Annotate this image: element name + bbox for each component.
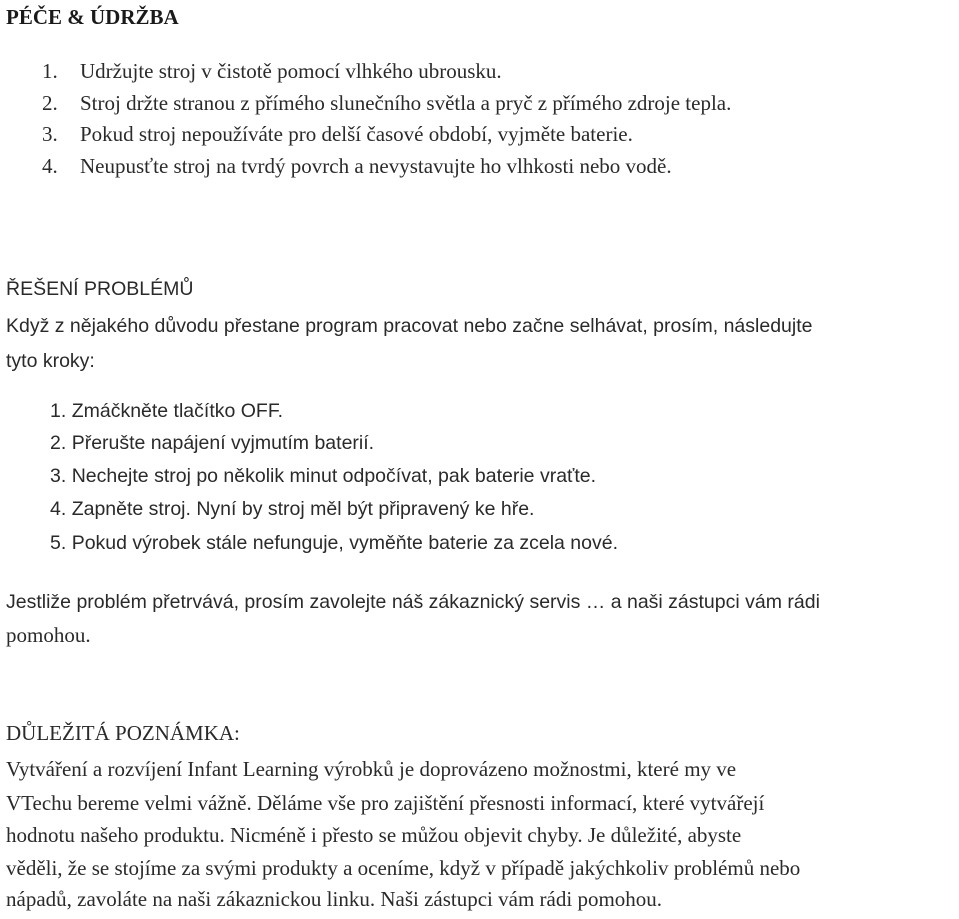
troubleshooting-step [50, 496, 534, 522]
care-item [42, 121, 633, 147]
step-number: 1. [50, 400, 67, 422]
care-item-text: Neupusťte stroj na tvrdý povrch a nevystavujte ho vlhkosti nebo vodě. [80, 154, 672, 178]
care-item [42, 58, 502, 84]
step-number: 4. [50, 498, 67, 520]
troubleshooting-step [50, 463, 596, 489]
care-heading: PÉČE & ÚDRŽBA [6, 5, 179, 29]
troubleshooting-step [50, 398, 283, 424]
note-heading: DŮLEŽITÁ POZNÁMKA: [6, 721, 240, 745]
step-number: 5. [50, 532, 67, 554]
troubleshooting-intro: Když z nějakého důvodu přestane program pracovat nebo začne selhávat, prosím, následujte [6, 315, 813, 337]
care-item-number: 2. [42, 91, 58, 115]
step-text: Zapněte stroj. Nyní by stroj měl být připravený ke hře. [71, 498, 535, 520]
step-text: Nechejte stroj po několik minut odpočívat, pak baterie vraťte. [71, 465, 597, 487]
care-item-text: Udržujte stroj v čistotě pomocí vlhkého ubrousku. [80, 59, 502, 83]
care-item-text: Stroj držte stranou z přímého slunečního světla a pryč z přímého zdroje tepla. [80, 91, 732, 115]
step-text: Zmáčkněte tlačítko OFF. [71, 400, 283, 422]
troubleshooting-step [50, 530, 618, 556]
persist-text-cont: pomohou. [6, 623, 91, 647]
persist-text: Jestliže problém přetrvává, prosím zavolejte náš zákaznický servis … a naši zástupci vám rádi [6, 591, 820, 613]
care-item [42, 153, 672, 179]
troubleshooting-step [50, 430, 374, 456]
note-line: nápadů, zavoláte na naši zákaznickou linku. Naši zástupci vám rádi pomohou. [6, 887, 663, 911]
care-item-number: 3. [42, 122, 58, 146]
note-line: Vytváření a rozvíjení Infant Learning výrobků je doprovázeno možnostmi, které my ve [6, 757, 737, 781]
care-item [42, 90, 731, 116]
troubleshooting-intro-cont: tyto kroky: [6, 350, 95, 372]
care-item-number: 4. [42, 154, 58, 178]
step-number: 2. [50, 432, 67, 454]
step-number: 3. [50, 465, 67, 487]
note-line: VTechu bereme velmi vážně. Děláme vše pro zajištění přesnosti informací, které vytvářejí [6, 791, 765, 815]
note-line: věděli, že se stojíme za svými produkty a oceníme, když v případě jakýchkoliv problémů nebo [6, 856, 801, 880]
care-item-number: 1. [42, 59, 58, 83]
step-text: Přerušte napájení vyjmutím baterií. [71, 432, 375, 454]
troubleshooting-heading: ŘEŠENÍ PROBLÉMŮ [6, 278, 194, 300]
note-line: hodnotu našeho produktu. Nicméně i přesto se můžou objevit chyby. Je důležité, abyste [6, 823, 742, 847]
step-text: Pokud výrobek stále nefunguje, vyměňte baterie za zcela nové. [71, 532, 619, 554]
care-item-text: Pokud stroj nepoužíváte pro delší časové období, vyjměte baterie. [80, 122, 633, 146]
